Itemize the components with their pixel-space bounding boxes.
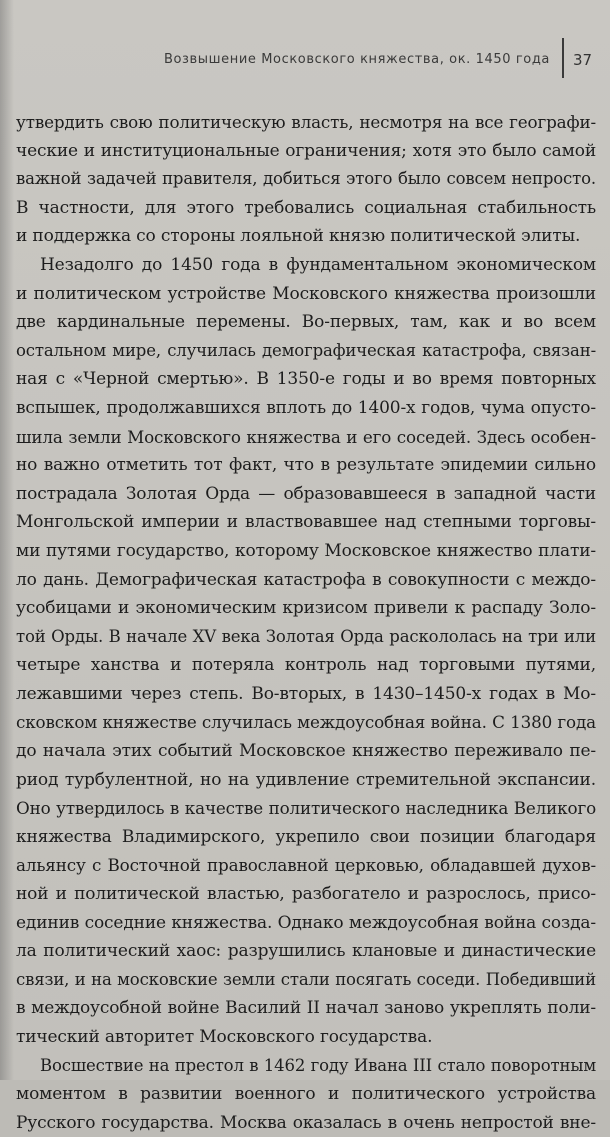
text-line: усобицами и экономическим кризисом привели к распаду Золо- <box>16 598 596 619</box>
text-line: тический авторитет Московского государства. <box>16 1027 433 1047</box>
text-line: ла политический хаос: разрушились клановые и династические <box>16 941 596 962</box>
text-line: ной и политической властью, разбогатело и разрослось, присо- <box>16 884 596 905</box>
page-number: 37 <box>573 51 593 69</box>
text-line: единив соседние княжества. Однако междоусобная война созда- <box>16 912 596 933</box>
text-line: альянсу с Восточной православной церковью, обладавшей духов- <box>16 855 596 876</box>
text-line: но важно отметить тот факт, что в результате эпидемии сильно <box>16 455 596 476</box>
text-line: сковском княжестве случилась междоусобная война. С 1380 года <box>16 712 596 733</box>
text-line: и политическом устройстве Московского княжества произошли <box>16 283 596 304</box>
page-edge-shadow <box>0 0 14 1080</box>
text-line: Восшествие на престол в 1462 году Ивана III стало поворотным <box>40 1055 596 1075</box>
text-line: ная с «Черной смертью». В 1350-е годы и во время повторных <box>16 369 596 390</box>
header-divider <box>562 38 564 78</box>
text-line: две кардинальные перемены. Во-первых, там, как и во всем <box>16 312 596 333</box>
body-text <box>16 108 596 1137</box>
text-line: важной задачей правителя, добиться этого было совсем непросто. <box>16 169 596 189</box>
text-line: и поддержка со стороны лояльной князю политической элиты. <box>16 226 581 247</box>
text-line: Русского государства. Москва оказалась в очень непростой вне- <box>16 1112 596 1133</box>
text-line: шила земли Московского княжества и его соседей. Здесь особен- <box>16 426 596 447</box>
text-line: связи, и на московские земли стали посягать соседи. Победивший <box>16 969 596 989</box>
text-line: в междоусобной войне Василий II начал заново укреплять поли- <box>16 998 596 1019</box>
text-line: риод турбулентной, но на удивление стремительной экспансии. <box>16 769 596 790</box>
text-line: Оно утвердилось в качестве политического наследника Великого <box>16 798 596 819</box>
text-line: той Орды. В начале XV века Золотая Орда раскололась на три или <box>16 626 596 646</box>
text-line: Монгольской империи и властвовавшее над степными торговы- <box>16 512 596 533</box>
text-line: пострадала Золотая Орда — образовавшееся в западной части <box>16 483 596 504</box>
text-line: лежавшими через степь. Во-вторых, в 1430–1450-х годах в Мо- <box>16 683 596 704</box>
text-line: вспышек, продолжавшихся вплоть до 1400-х годов, чума опусто- <box>16 397 596 418</box>
text-line: ло дань. Демографическая катастрофа в совокупности с междо- <box>16 569 596 590</box>
text-line: моментом в развитии военного и политического устройства <box>16 1084 596 1105</box>
text-line: утвердить свою политическую власть, несмотря на все географи- <box>16 112 596 132</box>
text-line: В частности, для этого требовались социальная стабильность <box>16 197 596 218</box>
text-line: до начала этих событий Московское княжество переживало пе- <box>16 741 596 762</box>
text-line: остальном мире, случилась демографическая катастрофа, связан- <box>16 340 596 360</box>
text-line: ческие и институциональные ограничения; хотя это было самой <box>16 140 596 161</box>
text-line: четыре ханства и потеряла контроль над торговыми путями, <box>16 655 596 676</box>
text-line: ми путями государство, которому Московское княжество плати- <box>16 540 596 561</box>
text-line: Незадолго до 1450 года в фундаментальном экономическом <box>40 254 596 275</box>
running-title: Возвышение Московского княжества, ок. 1450 года <box>163 52 550 67</box>
text-line: княжества Владимирского, укрепило свои позиции благодаря <box>16 826 596 847</box>
